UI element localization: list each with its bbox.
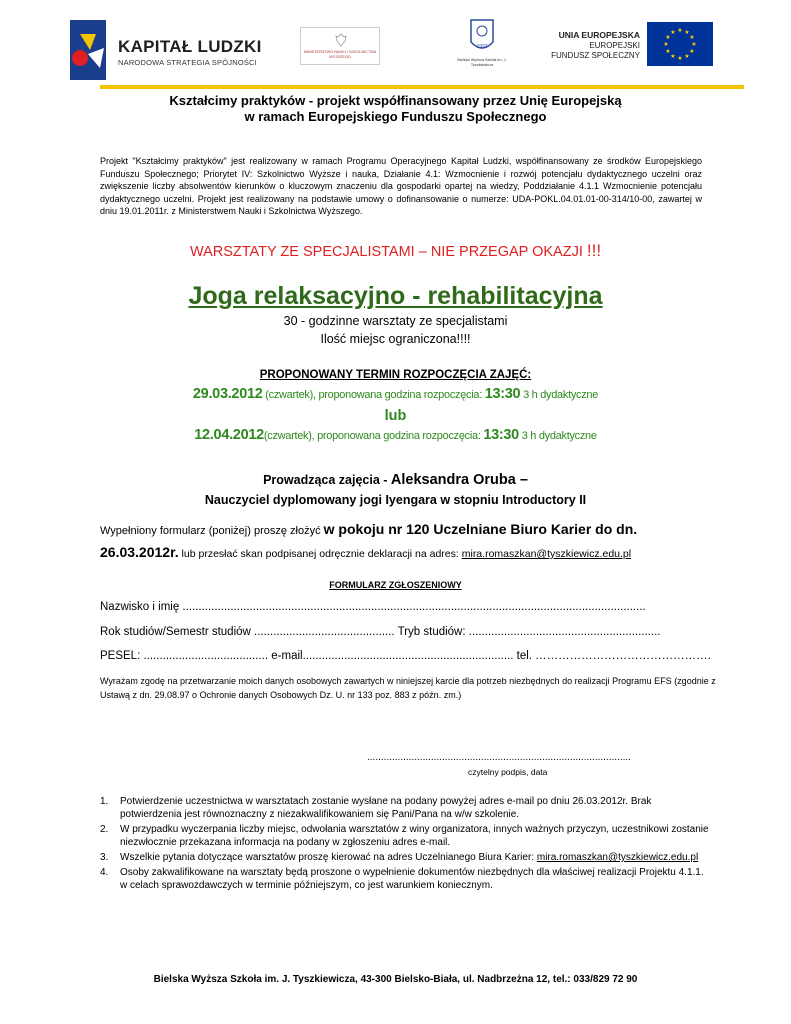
field-year-mode[interactable]: Rok studiów/Semestr studiów ............................................ Tryb studiów: ............................................................ — [100, 626, 661, 638]
lub-label: lub — [384, 408, 407, 424]
field-name[interactable]: Nazwisko i imię ................................................................................................................................................. — [100, 601, 646, 613]
field-pesel-email-tel[interactable]: PESEL: ....................................... e-mail.................................................................. tel. ………………………………………. — [100, 650, 711, 662]
kapital-ludzki-subtitle: NARODOWA STRATEGIA SPÓJNOŚCI — [118, 58, 257, 67]
hours1: 3 h dydaktyczne — [520, 389, 599, 401]
note-text: W przypadku wyczerpania liczby miejsc, odwołania warsztatów z winy organizatora, innych ważnych przyczyn, uczestnikowi zostanie niezwłocznie przekazana informacja na podany w zgłoszeniu adres e-mail. — [120, 824, 709, 848]
submission-email-link[interactable]: mira.romaszkan@tyszkiewicz.edu.pl — [461, 548, 632, 560]
svg-text:★: ★ — [691, 41, 697, 48]
project-title-line1: Kształcimy praktyków - projekt współfinansowany przez Unię Europejską — [169, 93, 622, 108]
bws-crest-icon — [469, 18, 495, 58]
footer-address: Bielska Wyższa Szkoła im. J. Tyszkiewicza, 43-300 Bielsko-Biała, ul. Nadbrzeżna 12, tel.: 033/829 72 90 — [153, 974, 638, 985]
event-title: Joga relaksacyjno - rehabilitacyjna — [188, 282, 603, 310]
date-option-1 — [0, 386, 791, 402]
date1-desc: (czwartek), proponowana godzina rozpoczęcia: — [262, 389, 485, 401]
event-subtitle2: Ilość miejsc ograniczona!!!! — [320, 332, 471, 346]
submission-place: w pokoju nr 120 Uczelniane Biuro Karier do dn. — [323, 521, 638, 537]
submission-prefix: Wypełniony formularz (poniżej) proszę złożyć — [100, 525, 324, 537]
kapital-ludzki-title: KAPITAŁ LUDZKI — [118, 37, 262, 56]
eagle-icon — [335, 33, 347, 47]
event-banner-excl: !!! — [586, 241, 602, 260]
bws-label: Bielska Wyższa Szkoła im. J. Tyszkiewicza — [457, 58, 507, 67]
eu-flag-icon — [647, 22, 713, 66]
header-divider — [100, 85, 744, 89]
note-num: 2. — [100, 824, 109, 835]
ministry-label: MINISTERSTWO NAUKI I SZKOLNICTWA WYŻSZEGO — [303, 50, 377, 59]
svg-text:★: ★ — [665, 34, 671, 41]
svg-text:★: ★ — [665, 48, 671, 55]
project-intro: Projekt "Kształcimy praktyków" jest realizowany w ramach Programu Operacyjnego Kapitał Ludzki, współfinansowany ze środków Europejskiego Funduszu Społecznego; Priorytet IV: Szkolnictwo Wyższe i nauka, Działanie 4.1: Wzmocnienie i rozwój potencjału dydaktycznego uczelni oraz zwiększenie liczby absolwentów kierunków o kluczowym znaczeniu dla gospodarki opartej na wiedzy, Poddziałanie 4.1.1 Wzmocnienie potencjału dydaktycznego uczelni. Projekt jest realizowany na podstawie umowy o dofinansowanie o numerze: UDA-POKL.04.01.01-00-314/10-00, zawartej w dniu 19.01.2011r. z Ministerstwem Nauki i Szkolnictwa Wyższego. — [100, 156, 702, 216]
instructor-line — [0, 472, 791, 488]
signature-line[interactable]: ............................................................................................... — [367, 752, 631, 763]
form-title: FORMULARZ ZGŁOSZENIOWY — [329, 580, 462, 590]
submission-line1 — [100, 521, 720, 537]
date2: 12.04.2012 — [194, 427, 264, 443]
date2-desc: (czwartek), proponowana godzina rozpoczęcia: — [263, 430, 484, 442]
instructor-name: Aleksandra Oruba – — [390, 472, 528, 488]
svg-text:★: ★ — [663, 41, 669, 48]
notes-list — [100, 795, 710, 894]
note-num: 3. — [100, 852, 109, 863]
note-email-link[interactable]: mira.romaszkan@tyszkiewicz.edu.pl — [536, 852, 699, 863]
signature-label: czytelny podpis, data — [468, 767, 548, 777]
project-title-line2: w ramach Europejskiego Funduszu Społecznego — [244, 109, 547, 124]
bws-logo — [452, 18, 512, 78]
event-banner — [0, 241, 791, 261]
instructor-title: Nauczyciel dyplomowany jogi Iyengara w stopniu Introductory II — [204, 493, 587, 507]
date1: 29.03.2012 — [192, 386, 263, 402]
hours2: 3 h dydaktyczne — [518, 430, 597, 442]
date-option-2 — [0, 427, 791, 443]
svg-text:★: ★ — [677, 27, 683, 34]
note-item — [100, 851, 710, 864]
svg-text:★: ★ — [689, 34, 695, 41]
eu-text — [540, 30, 640, 61]
eu-line1: UNIA EUROPEJSKA — [558, 30, 640, 40]
bws-year: 1992 — [476, 44, 488, 50]
submission-deadline: 26.03.2012r. — [100, 544, 179, 560]
note-text: Potwierdzenie uczestnictwa w warsztatach zostanie wysłane na podany powyżej adres e-mail po dniu 26.03.2012r. Brak potwierdzenia jest równoznaczny z niezakwalifikowaniem się Pani/Pana na w/w szkolenie. — [120, 796, 652, 820]
termin-header: PROPONOWANY TERMIN ROZPOCZĘCIA ZAJĘĆ: — [259, 369, 532, 381]
event-banner-text: WARSZTATY ZE SPECJALISTAMI – NIE PRZEGAP OKAZJI — [189, 244, 587, 260]
instructor-prefix: Prowadząca zajęcia - — [263, 473, 391, 487]
note-num: 4. — [100, 867, 109, 878]
note-text: Wszelkie pytania dotyczące warsztatów proszę kierować na adres Uczelnianego Biura Karier: — [120, 852, 537, 863]
ministry-logo — [300, 27, 380, 65]
note-text: Osoby zakwalifikowane na warsztaty będą proszone o wypełnienie dokumentów niezbędnych dla właściwej realizacji Projektu 4.1.1. w celach sprawozdawczych w terminie późniejszym, co jest warunkiem koniecznym. — [120, 867, 704, 891]
submission-line2 — [100, 544, 740, 560]
time2: 13:30 — [483, 427, 519, 443]
svg-text:★: ★ — [689, 48, 695, 55]
svg-text:★: ★ — [670, 53, 676, 60]
svg-text:★: ★ — [677, 55, 683, 62]
eu-line3: FUNDUSZ SPOŁECZNY — [551, 51, 640, 60]
svg-text:★: ★ — [684, 29, 690, 36]
time1: 13:30 — [484, 386, 521, 402]
note-item — [100, 795, 710, 821]
note-item — [100, 823, 710, 849]
consent-text: Wyrażam zgodę na przetwarzanie moich danych osobowych zawartych w niniejszej karcie dla potrzeb niezbędnych do realizacji Programu EFS (zgodnie z Ustawą z dn. 29.08.97 o Ochronie danych Osobowych Dz. U. nr 133 poz. 883 z późn. zm.) — [100, 676, 716, 700]
submission-text: lub przesłać skan podpisanej odręcznie deklaracji na adres: — [178, 548, 462, 560]
svg-text:★: ★ — [684, 53, 690, 60]
svg-text:★: ★ — [670, 29, 676, 36]
note-item — [100, 866, 710, 892]
event-subtitle1: 30 - godzinne warsztaty ze specjalistami — [283, 314, 508, 328]
note-num: 1. — [100, 796, 109, 807]
eu-line2: EUROPEJSKI — [589, 41, 640, 50]
